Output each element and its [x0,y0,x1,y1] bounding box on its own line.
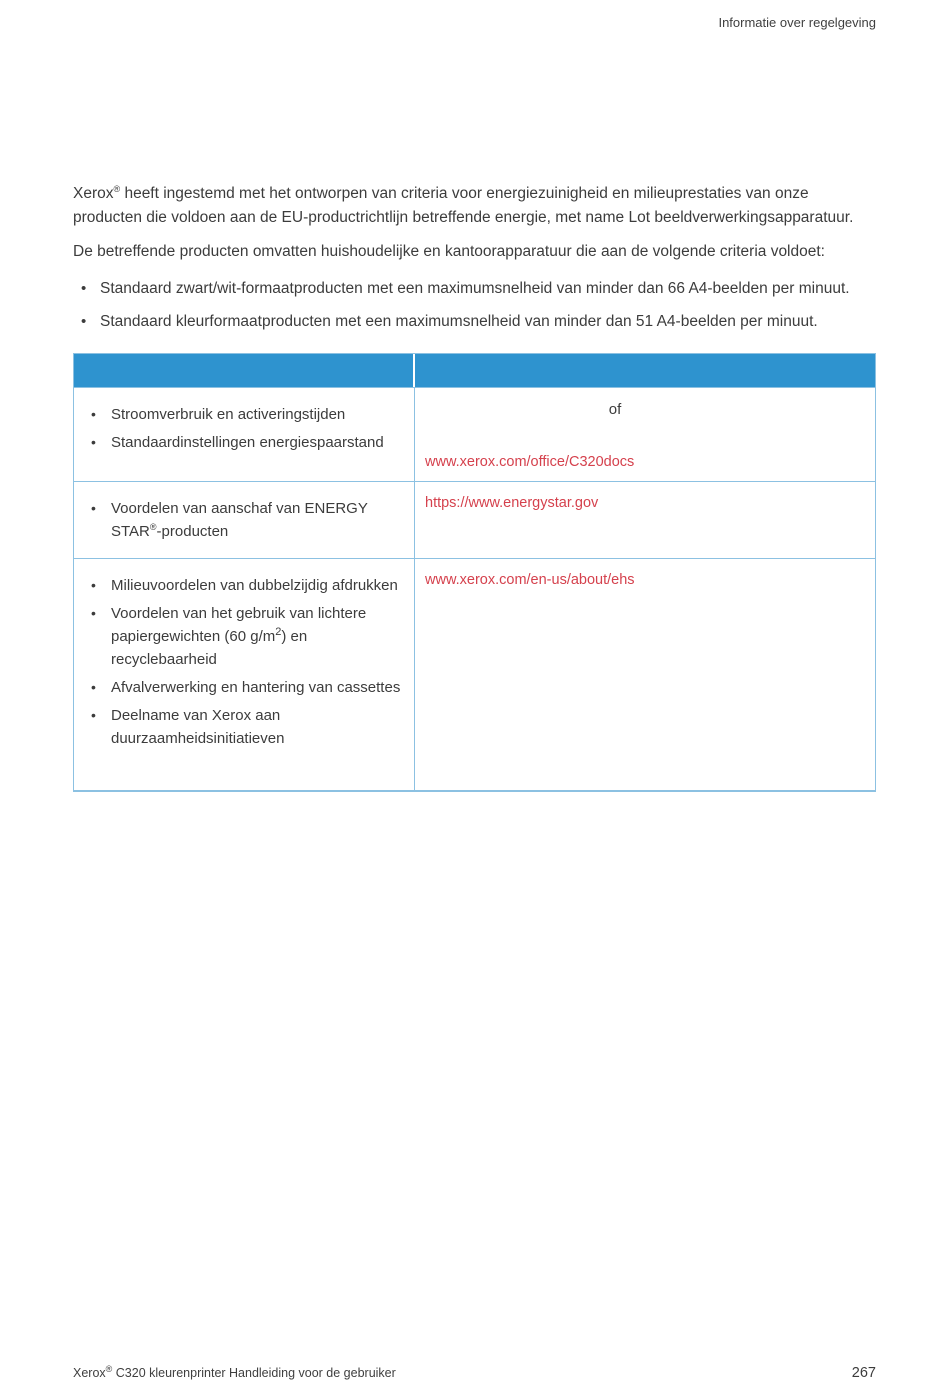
table-row [74,558,875,790]
energystar-link[interactable]: https://www.energystar.gov [425,495,599,511]
footer-title-post: C320 kleurenprinter Handleiding voor de gebruiker [112,1366,396,1380]
list-item: • Stroomverbruik en activeringstijden [84,403,406,426]
table-cell-links [415,388,875,481]
criteria-intro-paragraph: De betreffende producten omvatten huishoudelijke en kantoorapparatuur die aan de volgende criteria voldoet: [73,243,825,260]
list-item-text-pre: Voordelen van aanschaf van ENERGY STAR [111,500,368,540]
list-item: • Standaard zwart/wit-formaatproducten met een maximumsnelheid van minder dan 66 A4-beelden per minuut. [73,277,876,300]
cell-bullet-list [84,574,406,750]
page-number: 267 [851,1365,876,1381]
footer-title-pre: Xerox [73,1366,106,1380]
list-item [84,704,406,750]
table-cell-topics [74,482,415,558]
list-item-text-pre: Milieuvoordelen van dubbelzijdig afdrukken [111,577,398,594]
registered-trademark-symbol: ® [113,183,121,194]
list-item: • Standaardinstellingen energiespaarstand [84,431,406,454]
list-item [84,497,406,543]
list-item: • Standaard kleurformaatproducten met een maximumsnelheid van minder dan 51 A4-beelden per minuut. [73,310,876,333]
list-item-text-post: -producten [156,523,229,540]
registered-trademark-symbol: ® [149,522,157,532]
intro-paragraph [73,182,876,230]
list-item-text-pre: Voordelen van het gebruik van lichtere papiergewichten (60 g/m [111,605,367,645]
superscript: 2 [275,626,282,638]
table-row [74,481,875,558]
page-content [73,182,876,792]
table-cell-links [415,559,875,790]
list-item [84,676,406,699]
cell-bullet-list [84,497,406,543]
conjunction-text: of [608,401,622,418]
table-cell-topics [74,388,415,481]
energy-info-table [73,353,876,792]
running-header: Informatie over regelgeving [718,15,876,30]
table-header-cell-left [74,354,415,387]
table-row [74,387,875,481]
list-item [84,574,406,597]
page-footer [73,1365,876,1381]
table-header-row [74,354,875,387]
footer-document-title [73,1363,396,1380]
xerox-ehs-link[interactable]: www.xerox.com/en-us/about/ehs [425,572,635,588]
cell-bullet-list [84,403,406,454]
list-item-text-post: ) en recyclebaarheid [111,628,308,668]
table-cell-links [415,482,875,558]
intro-paragraph-post: heeft ingestemd met het ontworpen van criteria voor energiezuinigheid en milieuprestaties van onze producten die voldoen aan de EU-productrichtlijn betreffende energie, met name Lot beeldverwerkingsapparatuur. [73,185,854,226]
intro-paragraph-pre: Xerox [73,185,114,202]
registered-trademark-symbol: ® [105,1363,113,1374]
list-item-text-pre: Deelname van Xerox aan duurzaamheidsinitiatieven [111,707,285,747]
table-cell-topics [74,559,415,790]
list-item-text-pre: Afvalverwerking en hantering van cassettes [111,679,401,696]
xerox-docs-link[interactable]: www.xerox.com/office/C320docs [425,454,635,470]
table-header-cell-right [415,354,875,387]
criteria-list [73,277,876,333]
list-item [84,602,406,671]
